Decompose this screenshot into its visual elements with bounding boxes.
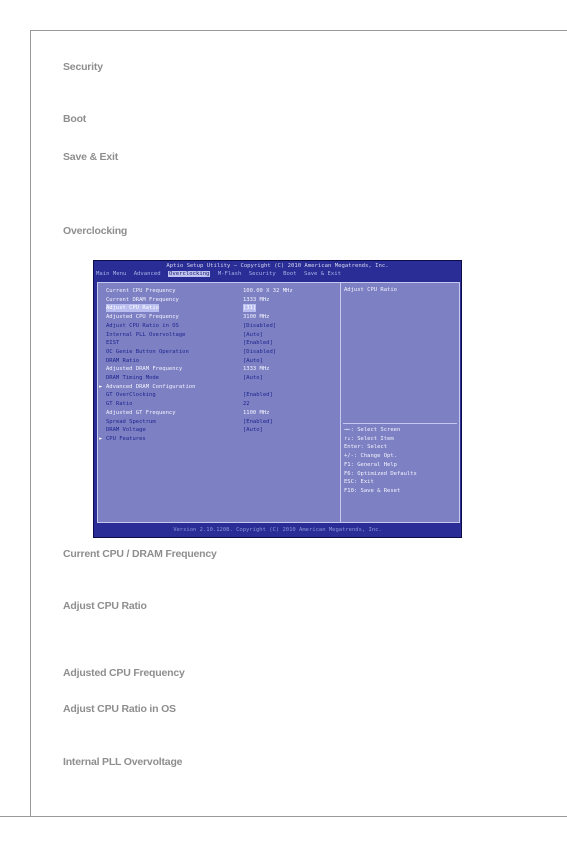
bios-row-value: 1100 MHz — [243, 409, 270, 416]
heading-adjust-cpu-ratio-os: Adjust CPU Ratio in OS — [63, 703, 176, 715]
bios-row-current-cpu-freq — [98, 287, 341, 295]
bios-title: Aptio Setup Utility – Copyright (C) 2010 American Megatrends, Inc. — [166, 263, 389, 269]
bios-menu-save-exit[interactable]: Save & Exit — [303, 271, 341, 277]
bios-row-adjusted-dram-freq — [98, 365, 341, 373]
bios-row-dram-voltage[interactable] — [98, 426, 341, 434]
bios-row-value[interactable]: [Enabled] — [243, 340, 273, 347]
bios-row-current-dram-freq — [98, 296, 341, 304]
bios-row-cpu-features[interactable] — [98, 435, 341, 443]
bios-row-internal-pll[interactable] — [98, 331, 341, 339]
bios-row-value: 100.00 X 32 MHz — [243, 288, 293, 294]
bios-row-label: DRAM Ratio — [106, 357, 140, 364]
key-legend-select-item: ↑↓: Select Item — [344, 435, 394, 442]
key-legend-change-opt: +/-: Change Opt. — [344, 453, 397, 460]
page-frame-left — [30, 30, 31, 816]
bios-settings-panel — [98, 283, 341, 522]
help-divider — [343, 423, 457, 424]
bios-row-adjust-cpu-ratio[interactable] — [98, 304, 341, 312]
bios-menu-overclocking[interactable]: Overclocking — [169, 271, 210, 277]
bios-row-label: DRAM Voltage — [106, 427, 146, 434]
bios-row-value[interactable]: [Enabled] — [243, 392, 273, 399]
bios-row-value[interactable]: [Auto] — [243, 331, 263, 338]
bios-row-adjusted-cpu-freq — [98, 313, 341, 321]
submenu-arrow-icon: ► — [99, 383, 103, 390]
heading-adjusted-cpu-frequency: Adjusted CPU Frequency — [63, 667, 185, 679]
bios-menu-boot[interactable]: Boot — [283, 271, 297, 277]
bios-menu-bar — [96, 271, 459, 279]
heading-security: Security — [63, 61, 103, 73]
bios-row-label: Adjusted DRAM Frequency — [106, 366, 183, 373]
bios-row-oc-genie[interactable] — [98, 348, 341, 356]
bios-menu-main[interactable]: Main Menu — [96, 271, 127, 277]
bios-footer: Version 2.10.1208. Copyright (C) 2010 American Megatrends, Inc. — [173, 527, 382, 533]
heading-internal-pll: Internal PLL Overvoltage — [63, 756, 183, 768]
bios-row-eist[interactable] — [98, 339, 341, 347]
bios-row-value[interactable]: [Disabled] — [243, 348, 277, 355]
bios-row-adjust-cpu-ratio-os[interactable] — [98, 322, 341, 330]
bios-row-label: Adjusted CPU Frequency — [106, 314, 179, 321]
bios-row-gt-overclocking[interactable] — [98, 391, 341, 399]
bios-row-spread-spectrum[interactable] — [98, 418, 341, 426]
bios-row-value[interactable]: [Auto] — [243, 427, 263, 434]
bios-row-value[interactable]: [Disabled] — [243, 322, 277, 329]
bios-body — [97, 282, 460, 523]
heading-current-frequency: Current CPU / DRAM Frequency — [63, 548, 217, 560]
bios-row-label: OC Genie Button Operation — [106, 348, 189, 355]
bios-screenshot — [93, 260, 462, 538]
key-legend-help: F1: General Help — [344, 461, 397, 468]
key-legend-select-screen: →←: Select Screen — [344, 427, 401, 433]
help-title: Adjust CPU Ratio — [344, 287, 397, 293]
bios-row-dram-ratio[interactable] — [98, 357, 341, 365]
heading-overclocking: Overclocking — [63, 225, 128, 237]
bios-row-label: EIST — [106, 340, 120, 347]
page-frame-top — [30, 30, 567, 31]
bios-menu-security[interactable]: Security — [248, 271, 276, 277]
bios-row-value[interactable]: [Auto] — [243, 357, 263, 364]
bios-row-label: Current DRAM Frequency — [106, 296, 179, 303]
bios-row-adjusted-gt-freq — [98, 409, 341, 417]
key-legend-enter: Enter: Select — [344, 444, 388, 451]
bios-row-value[interactable]: [31] — [243, 305, 257, 312]
bios-row-value[interactable]: [Auto] — [243, 375, 263, 381]
bios-row-label: Current CPU Frequency — [106, 288, 176, 294]
bios-row-value[interactable]: 22 — [243, 401, 250, 408]
bios-help-panel — [341, 283, 459, 522]
submenu-arrow-icon: ► — [99, 435, 103, 442]
bios-row-value: 3100 MHz — [243, 314, 270, 321]
heading-save-exit: Save & Exit — [63, 151, 118, 163]
bios-row-label: Adjust CPU Ratio — [106, 305, 159, 312]
bios-row-label: GT Ratio — [106, 401, 133, 408]
bios-row-dram-timing-mode[interactable] — [98, 374, 341, 382]
bios-row-gt-ratio[interactable] — [98, 400, 341, 408]
bios-row-label: CPU Features — [106, 435, 146, 442]
heading-boot: Boot — [63, 113, 87, 125]
key-legend-exit: ESC: Exit — [344, 479, 374, 486]
bios-row-advanced-dram-config[interactable] — [98, 383, 341, 391]
heading-adjust-cpu-ratio: Adjust CPU Ratio — [63, 600, 147, 612]
bios-row-label: Spread Spectrum — [106, 418, 156, 425]
bios-row-value: 1333 MHz — [243, 296, 270, 303]
bios-row-label: DRAM Timing Mode — [106, 375, 159, 381]
bios-menu-mflash[interactable]: M-Flash — [217, 271, 242, 277]
page-frame-bottom — [0, 816, 567, 817]
bios-row-label: Adjusted GT Frequency — [106, 409, 176, 416]
bios-row-label: GT OverClocking — [106, 392, 156, 399]
bios-menu-advanced[interactable]: Advanced — [133, 271, 161, 277]
bios-row-value[interactable]: [Enabled] — [243, 418, 273, 425]
bios-row-value: 1333 MHz — [243, 366, 270, 373]
key-legend-defaults: F6: Optimized Defaults — [344, 470, 417, 477]
bios-row-label: Adjust CPU Ratio in OS — [106, 322, 179, 329]
bios-row-label: Internal PLL Overvoltage — [106, 331, 186, 338]
key-legend-save-reset: F10: Save & Reset — [344, 487, 401, 494]
bios-row-label: Advanced DRAM Configuration — [106, 383, 196, 390]
